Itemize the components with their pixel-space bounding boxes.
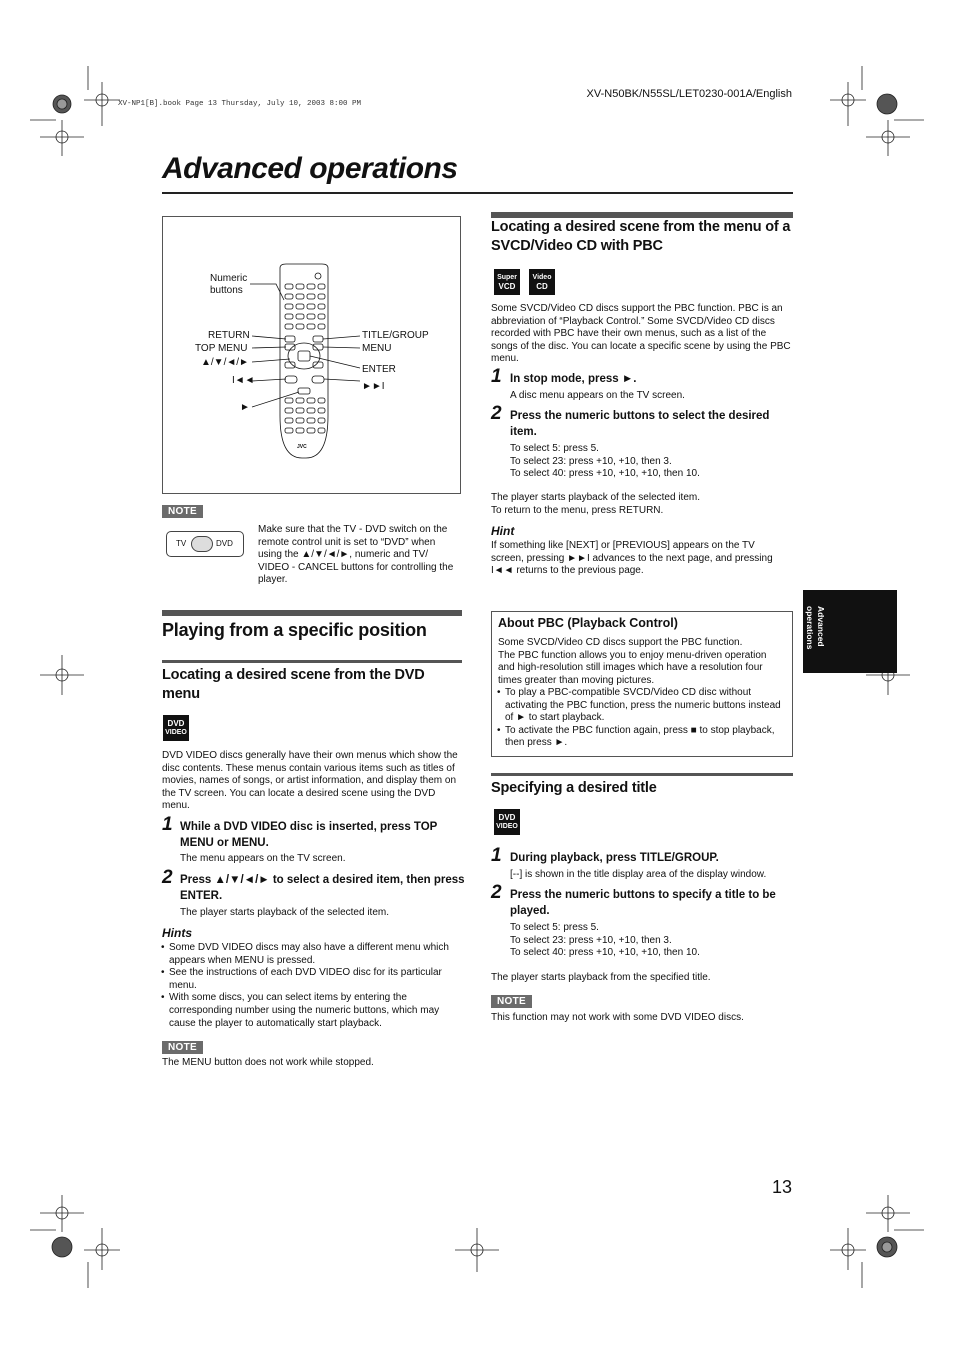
about-pbc-bullet: • To activate the PBC function again, press ■ to stop playback, then press ►. — [505, 725, 785, 750]
title-rule — [162, 192, 793, 194]
step-number: 2 — [491, 403, 502, 424]
heading-specify-title: Specifying a desired title — [491, 780, 657, 796]
hint-item: • With some discs, you can select items by entering the corresponding number using the numeric buttons, which may cause the player to automatically start playback. — [169, 992, 461, 1030]
hint-item: • Some DVD VIDEO discs may also have a different menu which appears when MENU is pressed. — [169, 942, 461, 967]
about-pbc-bullet: • To play a PBC-compatible SVCD/Video CD disc without activating the PBC function, press the numeric buttons instead of ► to start playback. — [505, 687, 785, 725]
side-tab-label: Advanced operations — [805, 606, 826, 650]
title-note: This function may not work with some DVD VIDEO discs. — [491, 1012, 744, 1023]
label-arrow-buttons: ▲/▼/◄/► — [201, 357, 249, 368]
step-subtext: The player starts playback of the selected item. — [180, 907, 389, 918]
top-note-text: Make sure that the TV - DVD switch on the remote control unit is set to “DVD” when using the ▲/▼/◄/►, numeric and TV/ VIDEO - CANCEL buttons for controlling the player. — [258, 524, 454, 586]
step-number: 1 — [491, 366, 502, 387]
title-after-text: The player starts playback from the specified title. — [491, 972, 711, 983]
label-return: RETURN — [208, 330, 250, 341]
page-number: 13 — [771, 1177, 792, 1197]
step-subtext: The menu appears on the TV screen. — [180, 853, 346, 864]
pbc-intro: Some SVCD/Video CD discs support the PBC function. PBC is an abbreviation of “Playback Control.” Some SVCD/Video CD discs recorded with PBC have their own menus, such as a list of the songs of the disc. You can locate a specific scene by using the PBC menu. — [491, 303, 791, 365]
hints-heading: Hints — [162, 926, 192, 940]
subsection-bar-title — [491, 773, 793, 776]
step-subtext: A disc menu appears on the TV screen. — [510, 390, 685, 401]
heading-dvd-menu: Locating a desired scene from the DVD menu — [162, 667, 425, 702]
hints-list — [161, 942, 461, 1030]
dvd-video-badge: DVD VIDEO — [163, 715, 189, 741]
note-tag: NOTE — [162, 1041, 203, 1054]
label-title-group: TITLE/GROUP — [362, 330, 429, 341]
about-pbc-text: Some SVCD/Video CD discs support the PBC function. The PBC function allows you to enjoy menu-driven operation and high-resolution still images which have a resolution four times greater than moving pictures. — [498, 637, 767, 686]
tv-dvd-switch — [166, 531, 244, 557]
step-text: While a DVD VIDEO disc is inserted, press TOP MENU or MENU. — [180, 821, 438, 849]
pbc-hint-text: If something like [NEXT] or [PREVIOUS] appears on the TV screen, pressing ►►I advances to the next page, and pressing I◄◄ returns to the previous page. — [491, 540, 773, 577]
section-bar-playing — [162, 610, 462, 616]
remote-control-illustration — [162, 216, 462, 494]
label-menu: MENU — [362, 343, 392, 354]
step-text: Press ▲/▼/◄/► to select a desired item, then press ENTER. — [180, 874, 465, 902]
step-number: 1 — [162, 814, 173, 835]
dvd-menu-note: The MENU button does not work while stopped. — [162, 1057, 374, 1068]
step-number: 1 — [491, 845, 502, 866]
label-prev-button: I◄◄ — [232, 375, 255, 386]
step-text: During playback, press TITLE/GROUP. — [510, 852, 719, 864]
heading-pbc: Locating a desired scene from the menu of a SVCD/Video CD with PBC — [491, 219, 791, 254]
model-number: XV-N50BK/N55SL/LET0230-001A/English — [586, 88, 792, 100]
subsection-bar-dvd-menu — [162, 660, 462, 663]
step-number: 2 — [162, 867, 173, 888]
remote-brand: JVC — [297, 444, 307, 450]
label-enter: ENTER — [362, 364, 396, 375]
hint-heading: Hint — [491, 524, 515, 538]
pbc-after-text: The player starts playback of the selected item. To return to the menu, press RETURN. — [491, 492, 700, 516]
switch-knob — [191, 536, 213, 552]
dvd-menu-intro: DVD VIDEO discs generally have their own menus which show the disc contents. These menus contain various items such as titles of movies, names of songs, or artist information, and display them on the TV screen. You can locate a desired scene using the DVD menu. — [162, 750, 458, 812]
about-pbc-bullets — [497, 687, 785, 750]
video-cd-badge: Video CD — [529, 269, 555, 295]
page-title: Advanced operations — [162, 152, 458, 185]
switch-label-tv: TV — [176, 539, 187, 548]
super-vcd-badge: Super VCD — [494, 269, 520, 295]
label-play-button: ► — [240, 402, 250, 413]
switch-label-dvd: DVD — [216, 539, 233, 548]
label-next-button: ►►I — [362, 381, 385, 392]
about-pbc-title: About PBC (Playback Control) — [498, 616, 678, 630]
step-subtext: [--] is shown in the title display area of the display window. — [510, 869, 767, 880]
step-subtext: To select 5: press 5. To select 23: press +10, +10, then 3. To select 40: press +10, +10, +10, then 10. — [510, 443, 700, 480]
step-subtext: To select 5: press 5. To select 23: press +10, +10, then 3. To select 40: press +10, +10, +10, then 10. — [510, 922, 700, 959]
step-text: Press the numeric buttons to select the desired item. — [510, 410, 770, 438]
step-text: Press the numeric buttons to specify a title to be played. — [510, 889, 776, 917]
dvd-video-badge: DVD VIDEO — [494, 809, 520, 835]
note-tag: NOTE — [491, 995, 532, 1008]
note-tag: NOTE — [162, 505, 203, 518]
label-top-menu: TOP MENU — [195, 343, 248, 354]
print-info-line: XV-NP1[B].book Page 13 Thursday, July 10, 2003 8:00 PM — [118, 100, 362, 108]
hint-item: • See the instructions of each DVD VIDEO disc for its particular menu. — [169, 967, 461, 992]
step-number: 2 — [491, 882, 502, 903]
label-numeric-buttons: Numeric buttons — [210, 273, 248, 296]
section-title-playing: Playing from a specific position — [162, 620, 427, 640]
step-text: In stop mode, press ►. — [510, 373, 637, 385]
